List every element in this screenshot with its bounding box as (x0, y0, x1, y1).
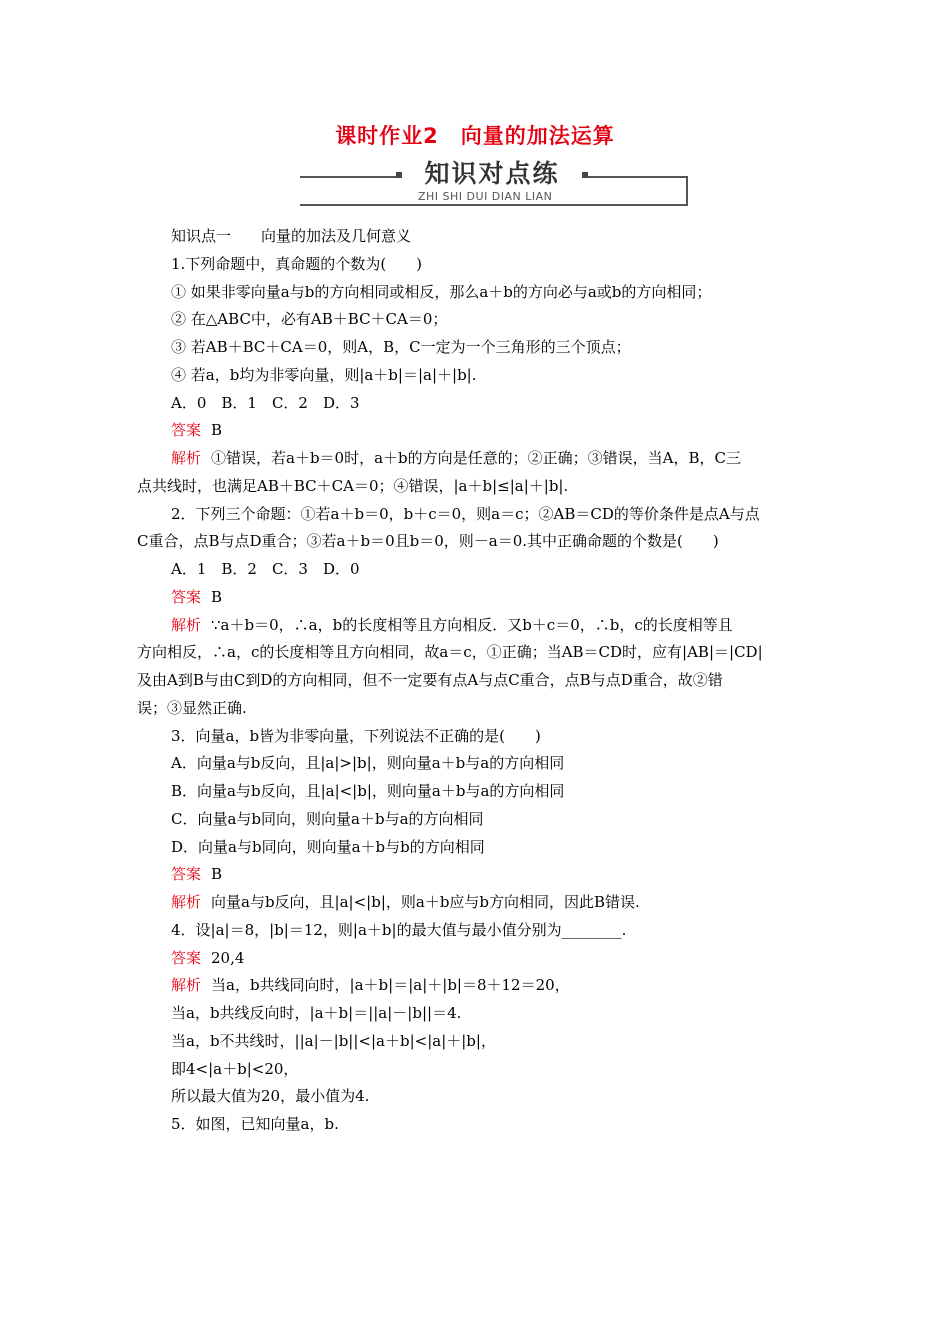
text-line (171, 393, 360, 413)
line-text: D．向量a与b同向，则向量a＋b与b的方向相同 (171, 837, 485, 856)
text-line (137, 670, 723, 690)
line-text: ① 如果非零向量a与b的方向相同或相反，那么a＋b的方向必与a或b的方向相同； (171, 282, 712, 301)
line-text: 20,4 (211, 948, 245, 967)
text-line (137, 531, 719, 551)
line-text: 点共线时，也满足AB＋BC＋CA＝0；④错误，|a＋b|≤|a|＋|b|. (137, 476, 569, 495)
text-line (171, 753, 564, 773)
line-text: C重合，点B与点D重合；③若a＋b＝0且b＝0，则－a＝0.其中正确命题的个数是( ) (137, 532, 719, 551)
banner-dot-left (396, 172, 402, 178)
line-text: 1.下列命题中，真命题的个数为( ) (171, 254, 423, 273)
line-text: B (211, 421, 223, 440)
text-line (171, 337, 631, 357)
answer-label: 答案 (171, 587, 202, 606)
answer-label: 解析 (171, 449, 202, 467)
text-line (171, 282, 711, 302)
text-line (171, 254, 422, 274)
text-line (171, 1003, 461, 1023)
line-text: 向量a与b反向，且|a|<|b|，则a＋b应与b方向相同，因此B错误. (211, 893, 640, 911)
line-text: 所以最大值为20，最小值为4. (171, 1087, 370, 1106)
answer-label: 解析 (171, 976, 202, 995)
answer-line (171, 587, 222, 607)
answer-label: 答案 (171, 948, 202, 967)
text-line (171, 781, 564, 801)
line-text: 4．设|a|＝8，|b|＝12，则|a＋b|的最大值与最小值分别为________. (171, 920, 627, 939)
line-text: ③ 若AB＋BC＋CA＝0，则A，B，C一定为一个三角形的三个顶点； (171, 338, 631, 356)
line-text: ② 在△ABC中，必有AB＋BC＋CA＝0； (171, 310, 448, 329)
text-line (171, 559, 360, 579)
answer-line (171, 448, 741, 468)
answer-label: 答案 (171, 421, 202, 440)
text-line (171, 1114, 339, 1134)
line-text: 即4<|a＋b|<20， (171, 1059, 299, 1078)
line-text: 2．下列三个命题：①若a＋b＝0，b＋c＝0，则a＝c；②AB＝CD的等价条件是点A与点 (171, 504, 760, 523)
line-text: B (211, 865, 223, 884)
answer-line (171, 420, 222, 440)
line-text: C．向量a与b同向，则向量a＋b与a的方向相同 (171, 809, 484, 828)
answer-line (171, 975, 570, 995)
page-title: 课时作业2 向量的加法运算 (335, 124, 615, 148)
text-line (171, 504, 760, 524)
text-line (137, 476, 568, 496)
section-banner (300, 158, 690, 210)
answer-label: 解析 (171, 615, 202, 634)
line-text: B．向量a与b反向，且|a|<|b|，则向量a＋b与a的方向相同 (171, 782, 565, 800)
text-line (171, 1031, 496, 1051)
line-text: A．0 B．1 C．2 D．3 (171, 393, 360, 412)
text-line (137, 642, 763, 662)
answer-label: 答案 (171, 865, 202, 884)
answer-label: 解析 (171, 893, 202, 911)
text-line (137, 698, 247, 718)
line-text: A．向量a与b反向，且|a|>|b|，则向量a＋b与a的方向相同 (171, 754, 565, 773)
line-text: ①错误，若a＋b＝0时，a＋b的方向是任意的；②正确；③错误，当A，B，C三 (211, 449, 741, 467)
text-line (171, 920, 626, 940)
line-text: 当a，b共线同向时，|a＋b|＝|a|＋|b|＝8＋12＝20， (211, 976, 570, 995)
line-text: A．1 B．2 C．3 D．0 (171, 560, 360, 578)
text-line (171, 1059, 298, 1079)
text-line (171, 309, 447, 329)
answer-line (171, 864, 222, 884)
line-text: 当a，b不共线时，||a|－|b||<|a＋b|<|a|＋|b|， (171, 1031, 496, 1050)
text-line (171, 365, 477, 385)
line-text: 方向相反，∴a，c的长度相等且方向相同，故a＝c，①正确；当AB＝CD时，应有|AB|＝|CD| (137, 643, 763, 662)
line-text: 知识点一 向量的加法及几何意义 (171, 227, 412, 245)
line-text: 5．如图，已知向量a，b. (171, 1115, 339, 1133)
banner-heading: 知识对点练 (402, 158, 582, 190)
line-text: ∵a＋b＝0，∴a，b的长度相等且方向相反．又b＋c＝0，∴b，c的长度相等且 (211, 615, 733, 634)
line-text: 误；③显然正确. (137, 698, 247, 717)
line-text: 及由A到B与由C到D的方向相同，但不一定要有点A与点C重合，点B与点D重合，故②错 (137, 671, 723, 689)
banner-subtitle: ZHI SHI DUI DIAN LIAN (418, 190, 553, 203)
text-line (171, 837, 485, 857)
line-text: 3．向量a，b皆为非零向量，下列说法不正确的是( ) (171, 726, 541, 745)
banner-dot-right (582, 172, 588, 178)
text-line (171, 726, 541, 746)
answer-line (171, 615, 733, 635)
line-text: ④ 若a，b均为非零向量，则|a＋b|＝|a|＋|b|. (171, 365, 477, 384)
text-line (171, 226, 411, 246)
answer-line (171, 948, 244, 968)
text-line (171, 809, 484, 829)
line-text: 当a，b共线反向时，|a＋b|＝||a|－|b||＝4. (171, 1004, 462, 1022)
text-line (171, 1086, 369, 1106)
answer-line (171, 892, 640, 912)
line-text: B (211, 587, 223, 606)
